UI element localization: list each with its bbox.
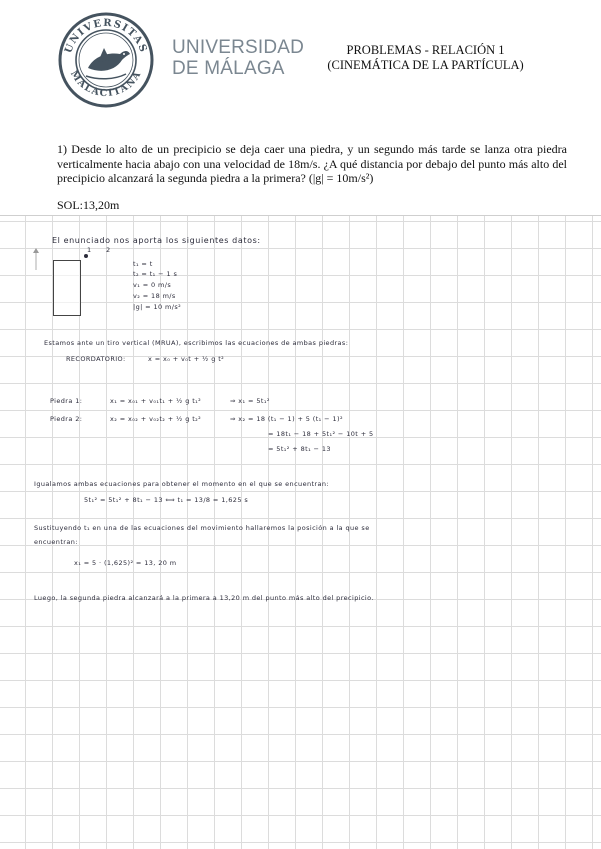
stone2-result-step1: ⇒ x₂ = 18 (t₁ − 1) + 5 (t₁ − 1)² — [230, 415, 343, 423]
svg-text:MALACITANA: MALACITANA — [68, 68, 144, 100]
reminder-equation: x = x₀ + v₀t + ½ g t² — [148, 355, 225, 363]
note-line-substitute-intro-cont: encuentran: — [34, 538, 78, 546]
stone2-equation: x₂ = x₀₂ + v₀₂t₂ + ½ g t₂² — [110, 415, 202, 423]
handwritten-notes-sheet — [0, 215, 601, 849]
sketch-label-stone1: 1 — [87, 246, 92, 254]
equate-equation: 5t₁² = 5t₁² + 8t₁ − 13 ⟺ t₁ = 13/8 = 1,625 s — [84, 496, 249, 504]
document-title — [318, 43, 533, 73]
cliff-sketch — [53, 260, 81, 316]
reminder-label: RECORDATORIO: — [66, 355, 126, 363]
sketch-label-stone2: 2 — [106, 246, 111, 254]
conclusion-line: Luego, la segunda piedra alcanzará a la primera a 13,20 m del punto más alto del precipicio. — [34, 594, 374, 602]
data-v1: v₁ = 0 m/s — [133, 281, 172, 289]
data-t1: t₁ = t — [133, 260, 153, 268]
stone1-result: ⇒ x₁ = 5t₁² — [230, 397, 270, 405]
solution-value: SOL:13,20m — [57, 198, 120, 212]
note-line-equations-intro: Estamos ante un tiro vertical (MRUA), escribimos las ecuaciones de ambas piedras: — [44, 339, 349, 347]
title-line2: (CINEMÁTICA DE LA PARTÍCULA) — [327, 58, 524, 72]
stone1-label: Piedra 1: — [50, 397, 83, 405]
stone1-equation: x₁ = x₀₁ + v₀₁t₁ + ½ g t₁² — [110, 397, 202, 405]
substitution-result: x₁ = 5 · (1,625)² = 13, 20 m — [74, 559, 177, 567]
title-line1: PROBLEMAS - RELACIÓN 1 — [346, 43, 505, 57]
university-name-line2: DE MÁLAGA — [172, 58, 285, 79]
university-name-line1: UNIVERSIDAD — [172, 37, 305, 58]
data-t2: t₂ = t₁ − 1 s — [133, 270, 178, 278]
svg-text:UNIVERSITAS: UNIVERSITAS — [63, 17, 149, 55]
note-line-data-intro: El enunciado nos aporta los siguientes datos: — [52, 236, 261, 245]
university-name — [172, 37, 304, 79]
document-header — [0, 0, 601, 215]
stone2-result-step3: = 5t₁² + 8t₁ − 13 — [268, 445, 331, 453]
note-line-equate-intro: Igualamos ambas ecuaciones para obtener el momento en el que se encuentran: — [34, 480, 329, 488]
university-seal-logo — [58, 12, 154, 108]
problem-statement: 1) Desde lo alto de un precipicio se deja caer una piedra, y un segundo más tarde se lanza otra piedra verticalmente hacia abajo con una velocidad de 18m/s. ¿A qué distancia por debajo del punto más alto del precipicio alcanzará la segunda piedra a la primera? (|g| = 10m/s²) — [57, 142, 567, 185]
data-g: |g| = 10 m/s² — [133, 303, 182, 311]
note-line-substitute-intro: Sustituyendo t₁ en una de las ecuaciones del movimiento hallaremos la posición a la que se — [34, 524, 370, 532]
data-v2: v₂ = 18 m/s — [133, 292, 176, 300]
stone2-label: Piedra 2: — [50, 415, 83, 423]
stone2-result-step2: = 18t₁ − 18 + 5t₁² − 10t + 5 — [268, 430, 374, 438]
